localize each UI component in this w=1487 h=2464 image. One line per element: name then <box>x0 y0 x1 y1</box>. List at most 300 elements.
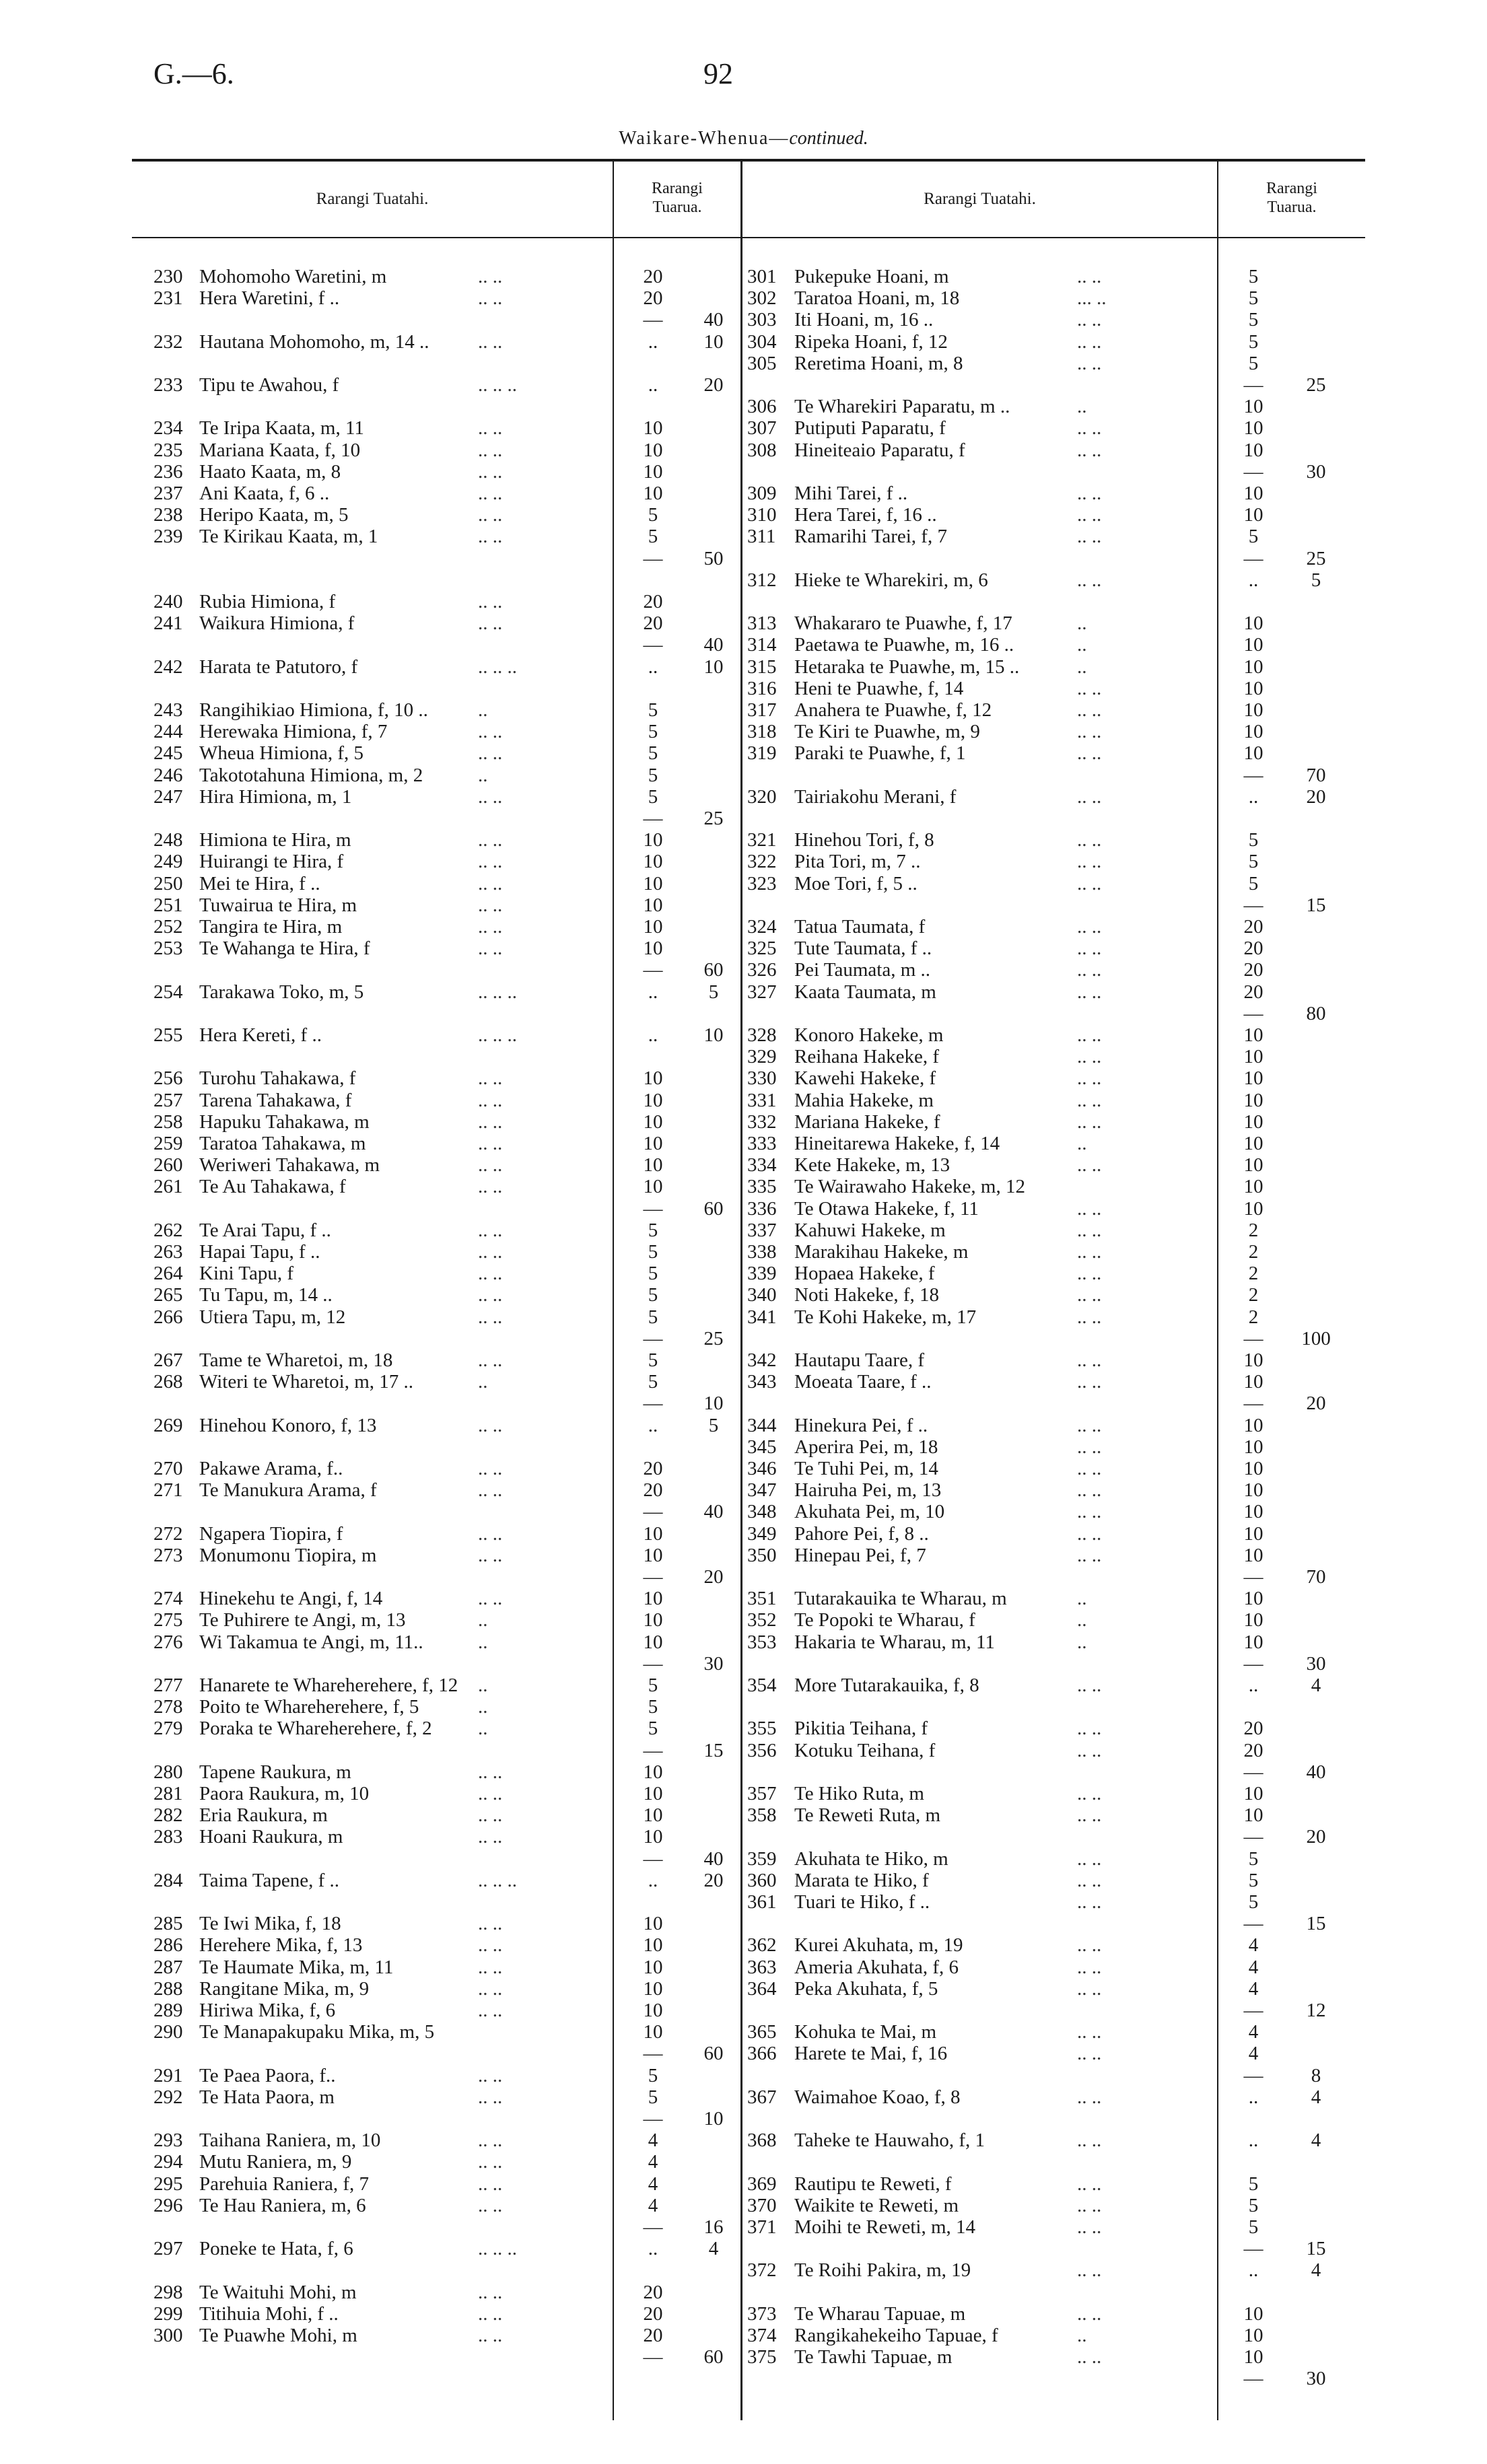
entry-name: Rangihikiao Himiona, f, 10 .. <box>199 699 428 721</box>
individual-share: 5 <box>1248 2194 1259 2216</box>
leader-dots: .. .. <box>1077 439 1102 461</box>
entry-name: Moihi te Reweti, m, 14 <box>794 2216 976 2238</box>
leader-dots: .. .. <box>478 287 503 310</box>
individual-share: 10 <box>643 2000 663 2021</box>
entry-name: Mariana Hakeke, f <box>794 1111 940 1133</box>
individual-share: 10 <box>643 460 663 483</box>
entry-name: Mahia Hakeke, m <box>794 1089 934 1111</box>
leader-dots: .. .. <box>1077 2173 1102 2195</box>
entry-name: Mihi Tarei, f .. <box>794 483 908 504</box>
individual-share: .. <box>648 1024 658 1046</box>
individual-share: 20 <box>643 591 663 612</box>
document-reference: G.—6. <box>153 57 234 90</box>
entry-name: Hetaraka te Puawhe, m, 15 .. <box>794 656 1020 678</box>
individual-share: 10 <box>643 1804 663 1827</box>
individual-share: 10 <box>1243 1046 1264 1068</box>
individual-share: 4 <box>1248 2043 1259 2065</box>
entry-name: Te Waituhi Mohi, m <box>199 2281 357 2303</box>
group-total: 40 <box>703 1847 724 1870</box>
divider-right-shares <box>1217 159 1218 2420</box>
leader-dots: .. <box>478 1675 488 1696</box>
group-total: 70 <box>1306 764 1326 786</box>
entry-number: 319 <box>747 742 777 765</box>
entry-name: Tuari te Hiko, f .. <box>794 1891 930 1913</box>
entry-name: Hapuku Tahakawa, m <box>199 1111 370 1133</box>
individual-share: — <box>643 1197 663 1220</box>
individual-share: 5 <box>1248 352 1259 374</box>
entry-name: Hera Waretini, f .. <box>199 287 340 310</box>
leader-dots: .. .. <box>1077 1349 1102 1371</box>
entry-name: Te Popoki te Wharau, f <box>794 1609 975 1631</box>
entry-number: 335 <box>747 1176 777 1198</box>
leader-dots: .. .. <box>1077 2021 1102 2043</box>
leader-dots: .. .. <box>478 872 503 894</box>
entry-number: 371 <box>747 2216 777 2238</box>
individual-share: — <box>1243 2238 1264 2260</box>
group-total: 30 <box>1306 1652 1326 1675</box>
entry-name: Hoani Raukura, m <box>199 1826 343 1848</box>
entry-name: Hinepau Pei, f, 7 <box>794 1544 926 1566</box>
table-title <box>0 128 1487 149</box>
entry-name: Te Hiko Ruta, m <box>794 1783 924 1804</box>
individual-share: 10 <box>1243 1349 1264 1371</box>
leader-dots: .. .. <box>1077 2259 1102 2282</box>
leader-dots: .. .. <box>478 1977 503 2000</box>
entry-number: 294 <box>153 2151 183 2173</box>
entry-number: 302 <box>747 287 777 310</box>
leader-dots: .. <box>478 699 488 721</box>
leader-dots: .. .. <box>1077 1263 1102 1285</box>
entry-number: 329 <box>747 1046 777 1068</box>
individual-share: 10 <box>643 1133 663 1154</box>
entry-name: Harete te Mai, f, 16 <box>794 2043 948 2065</box>
individual-share: 20 <box>1243 916 1264 938</box>
individual-share: — <box>643 1501 663 1523</box>
individual-share: 5 <box>648 2064 658 2086</box>
individual-share: 10 <box>1243 677 1264 699</box>
individual-share: 5 <box>1248 851 1259 873</box>
individual-share: 10 <box>643 1631 663 1653</box>
entry-number: 327 <box>747 981 777 1003</box>
entry-name: Te Tawhi Tapuae, m <box>794 2346 953 2368</box>
entry-number: 312 <box>747 569 777 591</box>
individual-share: — <box>643 1652 663 1675</box>
leader-dots: .. .. <box>478 2173 503 2195</box>
entry-number: 242 <box>153 656 183 678</box>
group-total: 20 <box>1306 1826 1326 1848</box>
individual-share: 10 <box>1243 2346 1264 2368</box>
entry-name: More Tutarakauika, f, 8 <box>794 1675 979 1696</box>
entry-name: Whakararo te Puawhe, f, 17 <box>794 612 1012 635</box>
entry-name: Noti Hakeke, f, 18 <box>794 1284 940 1306</box>
entry-number: 344 <box>747 1414 777 1436</box>
entry-number: 349 <box>747 1522 777 1545</box>
individual-share: 10 <box>1243 1458 1264 1479</box>
entry-number: 275 <box>153 1609 183 1631</box>
leader-dots: .. .. <box>478 1111 503 1133</box>
leader-dots: .. <box>1077 396 1087 418</box>
entry-name: Rautipu te Reweti, f <box>794 2173 952 2195</box>
entry-number: 244 <box>153 721 183 743</box>
entry-number: 255 <box>153 1024 183 1046</box>
entry-name: Ramarihi Tarei, f, 7 <box>794 526 947 548</box>
entry-name: Tarena Tahakawa, f <box>199 1089 352 1111</box>
group-total: 4 <box>1311 2129 1321 2152</box>
individual-share: 5 <box>1248 872 1259 894</box>
entry-name: Te Roihi Pakira, m, 19 <box>794 2259 971 2282</box>
entry-number: 355 <box>747 1718 777 1740</box>
divider-left-shares <box>613 159 614 2420</box>
entry-name: Tarakawa Toko, m, 5 <box>199 981 364 1003</box>
individual-share: 10 <box>1243 1588 1264 1610</box>
leader-dots: .. .. <box>1077 1284 1102 1306</box>
leader-dots: .. .. <box>1077 938 1102 960</box>
leader-dots: .. .. <box>1077 526 1102 548</box>
entry-name: Huirangi te Hira, f <box>199 851 344 873</box>
entry-number: 243 <box>153 699 183 721</box>
leader-dots: .. .. .. <box>478 2238 517 2260</box>
leader-dots: .. .. <box>1077 829 1102 851</box>
entry-number: 260 <box>153 1154 183 1176</box>
individual-share: 2 <box>1248 1306 1259 1328</box>
entry-number: 245 <box>153 742 183 765</box>
entry-name: Iti Hoani, m, 16 .. <box>794 309 934 331</box>
entry-name: Heni te Puawhe, f, 14 <box>794 677 964 699</box>
leader-dots: .. .. <box>478 1133 503 1154</box>
individual-share: 10 <box>1243 1609 1264 1631</box>
entry-number: 375 <box>747 2346 777 2368</box>
entry-name: Te Iwi Mika, f, 18 <box>199 1913 341 1935</box>
individual-share: 10 <box>1243 439 1264 461</box>
individual-share: — <box>1243 764 1264 786</box>
entry-number: 333 <box>747 1133 777 1154</box>
individual-share: 5 <box>648 1219 658 1241</box>
leader-dots: .. .. <box>1077 1934 1102 1957</box>
entry-number: 373 <box>747 2302 777 2325</box>
leader-dots: .. .. <box>1077 1675 1102 1696</box>
entry-number: 290 <box>153 2021 183 2043</box>
entry-name: Himiona te Hira, m <box>199 829 351 851</box>
individual-share: .. <box>648 330 658 353</box>
individual-share: 10 <box>1243 1089 1264 1111</box>
leader-dots: .. .. <box>1077 1718 1102 1740</box>
group-total: 30 <box>1306 460 1326 483</box>
individual-share: 5 <box>648 721 658 743</box>
leader-dots: .. .. <box>1077 872 1102 894</box>
group-total: 20 <box>703 1869 724 1891</box>
group-total: 20 <box>1306 1393 1326 1415</box>
entry-number: 365 <box>747 2021 777 2043</box>
leader-dots: .. .. <box>1077 1219 1102 1241</box>
entry-name: Tapene Raukura, m <box>199 1761 351 1783</box>
individual-share: 10 <box>643 2021 663 2043</box>
individual-share: 10 <box>1243 1111 1264 1133</box>
leader-dots: .. .. <box>1077 1804 1102 1827</box>
entry-number: 299 <box>153 2302 183 2325</box>
entry-name: Te Hata Paora, m <box>199 2086 335 2108</box>
entry-name: Hairuha Pei, m, 13 <box>794 1479 942 1502</box>
individual-share: 10 <box>643 1176 663 1198</box>
entry-name: Titihuia Mohi, f .. <box>199 2302 339 2325</box>
individual-share: 10 <box>643 1609 663 1631</box>
individual-share: 5 <box>648 1349 658 1371</box>
individual-share: 10 <box>1243 417 1264 439</box>
leader-dots: .. .. <box>1077 417 1102 439</box>
individual-share: 10 <box>1243 2325 1264 2346</box>
individual-share: 20 <box>643 1479 663 1502</box>
leader-dots: .. .. <box>1077 1847 1102 1870</box>
leader-dots: .. .. <box>1077 2194 1102 2216</box>
individual-share: 5 <box>1248 829 1259 851</box>
entry-name: Hopaea Hakeke, f <box>794 1263 935 1285</box>
entry-number: 266 <box>153 1306 183 1328</box>
entry-number: 285 <box>153 1913 183 1935</box>
individual-share: 10 <box>643 1913 663 1935</box>
individual-share: 5 <box>648 1675 658 1696</box>
entry-name: Hera Tarei, f, 16 .. <box>794 504 937 526</box>
individual-share: 10 <box>1243 1197 1264 1220</box>
entry-number: 268 <box>153 1371 183 1393</box>
entry-number: 292 <box>153 2086 183 2108</box>
entry-number: 296 <box>153 2194 183 2216</box>
entry-number: 251 <box>153 894 183 916</box>
entry-number: 325 <box>747 938 777 960</box>
entry-number: 281 <box>153 1783 183 1804</box>
entry-name: Monumonu Tiopira, m <box>199 1544 377 1566</box>
individual-share: — <box>643 634 663 656</box>
individual-share: 10 <box>643 1154 663 1176</box>
entry-number: 348 <box>747 1501 777 1523</box>
group-total: 50 <box>703 547 724 569</box>
entry-name: Kete Hakeke, m, 13 <box>794 1154 950 1176</box>
individual-share: — <box>1243 2368 1264 2390</box>
individual-share: .. <box>648 1869 658 1891</box>
leader-dots: .. .. <box>478 1067 503 1090</box>
individual-share: 10 <box>643 938 663 960</box>
entry-number: 249 <box>153 851 183 873</box>
individual-share: 5 <box>1248 1869 1259 1891</box>
individual-share: 10 <box>1243 1544 1264 1566</box>
group-total: 5 <box>708 1414 719 1436</box>
entry-number: 269 <box>153 1414 183 1436</box>
entry-number: 314 <box>747 634 777 656</box>
individual-share: 20 <box>643 1458 663 1479</box>
individual-share: 10 <box>1243 1176 1264 1198</box>
leader-dots: .. .. <box>478 1176 503 1198</box>
entry-number: 304 <box>747 330 777 353</box>
entry-number: 237 <box>153 483 183 504</box>
group-total: 60 <box>703 1197 724 1220</box>
leader-dots: .. <box>1077 656 1087 678</box>
individual-share: 5 <box>1248 287 1259 310</box>
leader-dots: .. .. <box>478 1956 503 1978</box>
individual-share: — <box>643 547 663 569</box>
leader-dots: .. .. <box>1077 1956 1102 1978</box>
entry-name: Moe Tori, f, 5 .. <box>794 872 918 894</box>
entry-name: Te Wharau Tapuae, m <box>794 2302 966 2325</box>
entry-number: 341 <box>747 1306 777 1328</box>
entry-number: 367 <box>747 2086 777 2108</box>
individual-share: 20 <box>1243 1739 1264 1761</box>
individual-share: 5 <box>648 1718 658 1740</box>
individual-share: 5 <box>1248 1847 1259 1870</box>
entry-number: 248 <box>153 829 183 851</box>
leader-dots: .. .. .. <box>478 981 517 1003</box>
leader-dots: .. .. <box>1077 352 1102 374</box>
leader-dots: .. .. <box>478 2325 503 2346</box>
individual-share: 5 <box>1248 1891 1259 1913</box>
leader-dots: .. <box>478 1371 488 1393</box>
leader-dots: .. .. <box>1077 1067 1102 1090</box>
individual-share: — <box>1243 547 1264 569</box>
individual-share: — <box>1243 1826 1264 1848</box>
entry-number: 338 <box>747 1241 777 1263</box>
individual-share: 5 <box>648 1371 658 1393</box>
leader-dots: .. .. <box>478 1306 503 1328</box>
entry-number: 315 <box>747 656 777 678</box>
leader-dots: .. <box>1077 1133 1087 1154</box>
entry-name: Taheke te Hauwaho, f, 1 <box>794 2129 985 2152</box>
leader-dots: .. .. <box>478 504 503 526</box>
entry-name: Ani Kaata, f, 6 .. <box>199 483 330 504</box>
entry-number: 366 <box>747 2043 777 2065</box>
entry-name: Te Kiri te Puawhe, m, 9 <box>794 721 980 743</box>
leader-dots: .. <box>1077 1588 1087 1610</box>
group-total: 100 <box>1301 1327 1331 1349</box>
leader-dots: .. .. <box>478 1588 503 1610</box>
individual-share: — <box>1243 894 1264 916</box>
leader-dots: .. .. <box>478 1934 503 1957</box>
individual-share: 5 <box>648 764 658 786</box>
entry-name: Te Paea Paora, f.. <box>199 2064 336 2086</box>
leader-dots: .. .. <box>478 526 503 548</box>
individual-share: 10 <box>643 1089 663 1111</box>
entry-name: Eria Raukura, m <box>199 1804 328 1827</box>
individual-share: .. <box>1248 2259 1259 2282</box>
leader-dots: .. .. <box>1077 1371 1102 1393</box>
leader-dots: .. .. <box>1077 1414 1102 1436</box>
table-title-continued: continued. <box>789 128 868 149</box>
entry-number: 295 <box>153 2173 183 2195</box>
individual-share: 5 <box>648 1263 658 1285</box>
individual-share: 10 <box>643 1783 663 1804</box>
leader-dots: .. .. <box>478 721 503 743</box>
individual-share: 10 <box>1243 1024 1264 1046</box>
entry-name: Rubia Himiona, f <box>199 591 336 612</box>
entry-number: 372 <box>747 2259 777 2282</box>
entry-number: 261 <box>153 1176 183 1198</box>
individual-share: — <box>1243 2064 1264 2086</box>
entry-name: Hanarete te Whareherehere, f, 12 <box>199 1675 458 1696</box>
entry-number: 308 <box>747 439 777 461</box>
leader-dots: .. .. <box>1077 1111 1102 1133</box>
entry-number: 271 <box>153 1479 183 1502</box>
leader-dots: .. .. <box>1077 1522 1102 1545</box>
entry-number: 236 <box>153 460 183 483</box>
individual-share: 4 <box>1248 1956 1259 1978</box>
entry-number: 267 <box>153 1349 183 1371</box>
entry-name: Tute Taumata, f .. <box>794 938 932 960</box>
entry-name: Kawehi Hakeke, f <box>794 1067 936 1090</box>
entry-name: Poneke te Hata, f, 6 <box>199 2238 353 2260</box>
entry-name: Hautapu Taare, f <box>794 1349 925 1371</box>
entry-name: Paraki te Puawhe, f, 1 <box>794 742 966 765</box>
entry-number: 354 <box>747 1675 777 1696</box>
entry-name: Reihana Hakeke, f <box>794 1046 939 1068</box>
entry-number: 360 <box>747 1869 777 1891</box>
group-total: 40 <box>703 634 724 656</box>
individual-share: 2 <box>1248 1219 1259 1241</box>
left-share-heading-line1: Rarangi <box>652 180 703 197</box>
entry-number: 235 <box>153 439 183 461</box>
leader-dots: .. .. <box>478 2302 503 2325</box>
leader-dots: .. .. <box>1077 1089 1102 1111</box>
entry-name: Pei Taumata, m .. <box>794 959 931 981</box>
group-total: 20 <box>703 1566 724 1588</box>
entry-name: Pahore Pei, f, 8 .. <box>794 1522 929 1545</box>
entry-number: 303 <box>747 309 777 331</box>
entry-number: 254 <box>153 981 183 1003</box>
individual-share: 10 <box>643 1111 663 1133</box>
individual-share: 10 <box>1243 634 1264 656</box>
leader-dots: .. .. <box>1077 1977 1102 2000</box>
entry-name: Hinehou Konoro, f, 13 <box>199 1414 377 1436</box>
group-total: 25 <box>703 1327 724 1349</box>
group-total: 20 <box>1306 785 1326 808</box>
entry-name: Turohu Tahakawa, f <box>199 1067 356 1090</box>
leader-dots: .. <box>478 1718 488 1740</box>
individual-share: .. <box>1248 785 1259 808</box>
individual-share: 4 <box>1248 2021 1259 2043</box>
entry-number: 339 <box>747 1263 777 1285</box>
entry-name: Akuhata Pei, m, 10 <box>794 1501 945 1523</box>
entry-name: Harata te Patutoro, f <box>199 656 358 678</box>
entry-number: 257 <box>153 1089 183 1111</box>
entry-name: Te Haumate Mika, m, 11 <box>199 1956 394 1978</box>
entry-name: Te Wairawaho Hakeke, m, 12 <box>794 1176 1025 1198</box>
entry-name: Tuwairua te Hira, m <box>199 894 357 916</box>
leader-dots: .. .. <box>478 1826 503 1848</box>
entry-name: Weriweri Tahakawa, m <box>199 1154 380 1176</box>
entry-name: Hiriwa Mika, f, 6 <box>199 2000 336 2021</box>
group-total: 40 <box>703 1501 724 1523</box>
individual-share: — <box>1243 1393 1264 1415</box>
entry-number: 265 <box>153 1284 183 1306</box>
individual-share: — <box>643 2043 663 2065</box>
entry-number: 326 <box>747 959 777 981</box>
leader-dots: .. .. <box>478 1349 503 1371</box>
entry-number: 337 <box>747 1219 777 1241</box>
entry-name: Pita Tori, m, 7 .. <box>794 851 921 873</box>
entry-number: 288 <box>153 1977 183 2000</box>
leader-dots: .. .. <box>1077 1197 1102 1220</box>
leader-dots: .. .. <box>1077 1869 1102 1891</box>
leader-dots: .. .. <box>478 851 503 873</box>
entry-number: 331 <box>747 1089 777 1111</box>
individual-share: 2 <box>1248 1284 1259 1306</box>
entry-name: Herehere Mika, f, 13 <box>199 1934 363 1957</box>
individual-share: — <box>643 2108 663 2129</box>
individual-share: 10 <box>643 1934 663 1957</box>
group-total: 10 <box>703 656 724 678</box>
leader-dots: .. .. <box>478 1479 503 1502</box>
entry-number: 357 <box>747 1783 777 1804</box>
entry-name: Tipu te Awahou, f <box>199 374 339 396</box>
individual-share: 5 <box>648 742 658 765</box>
entry-number: 252 <box>153 916 183 938</box>
entry-number: 369 <box>747 2173 777 2195</box>
individual-share: 2 <box>1248 1241 1259 1263</box>
